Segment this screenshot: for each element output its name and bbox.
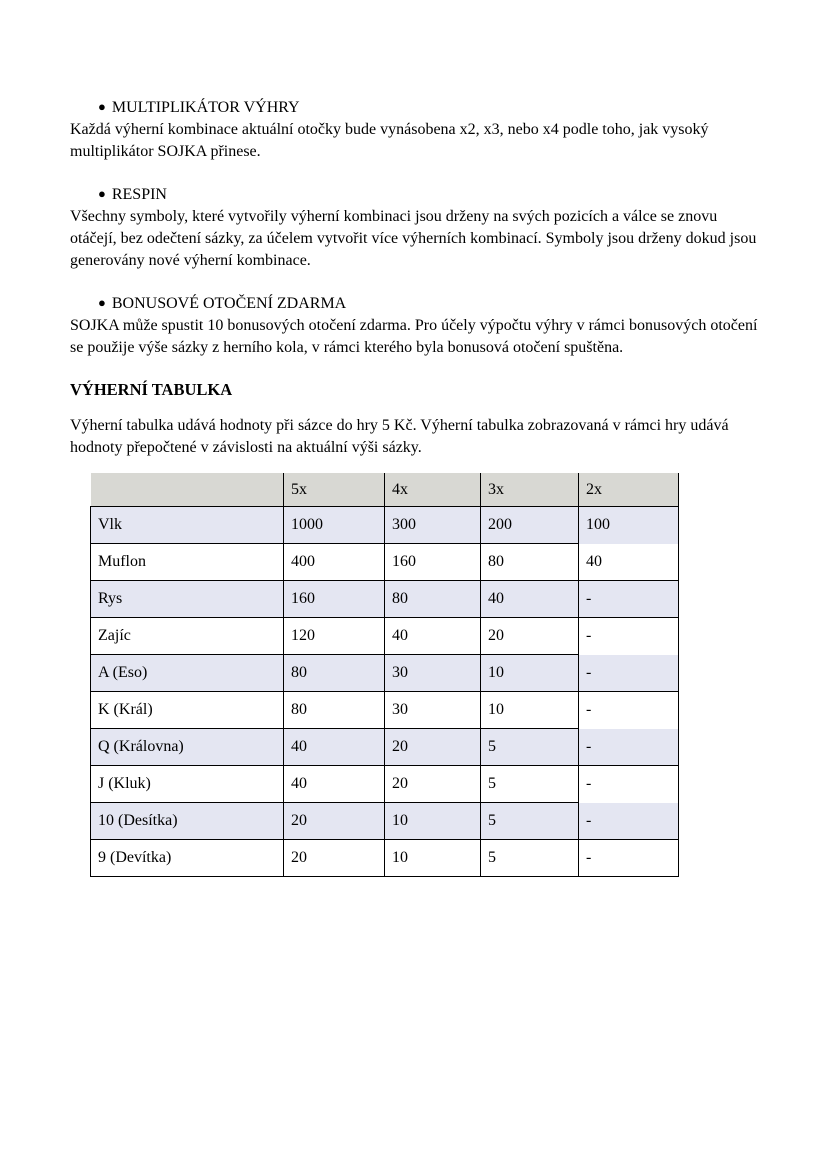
header-cell-3x: 3x: [481, 473, 579, 507]
value-cell: 40: [385, 618, 481, 655]
table-row: [91, 692, 679, 729]
table-row: [91, 803, 679, 840]
value-cell: 400: [284, 544, 385, 581]
section-body: SOJKA může spustit 10 bonusových otočení zdarma. Pro účely výpočtu výhry v rámci bonusových otočení se použije výše sázky z herního kola, v rámci kterého byla bonusová otočení spuštěna.: [70, 317, 758, 356]
value-cell: 5: [481, 766, 579, 803]
value-cell: -: [579, 803, 679, 840]
bullet-icon: ●: [98, 186, 106, 201]
value-cell: 10: [481, 655, 579, 692]
bullet-heading: [70, 292, 760, 315]
value-cell: -: [579, 766, 679, 803]
value-cell: -: [579, 655, 679, 692]
value-cell: 120: [284, 618, 385, 655]
value-cell: 80: [481, 544, 579, 581]
value-cell: 1000: [284, 507, 385, 544]
bullet-heading: [70, 96, 760, 119]
value-cell: -: [579, 581, 679, 618]
paytable-head: [91, 473, 679, 507]
section-body: Každá výherní kombinace aktuální otočky bude vynásobena x2, x3, nebo x4 podle toho, jak vysoký multiplikátor SOJKA přinese.: [70, 121, 709, 160]
value-cell: -: [579, 840, 679, 877]
value-cell: 10: [385, 840, 481, 877]
value-cell: 160: [284, 581, 385, 618]
value-cell: 100: [579, 507, 679, 544]
symbol-cell: Q (Královna): [91, 729, 284, 766]
table-row: [91, 655, 679, 692]
bullet-heading: [70, 183, 760, 206]
symbol-cell: Muflon: [91, 544, 284, 581]
value-cell: -: [579, 692, 679, 729]
bullet-heading-label: MULTIPLIKÁTOR VÝHRY: [111, 99, 300, 116]
symbol-cell: A (Eso): [91, 655, 284, 692]
header-cell-symbol: [91, 473, 284, 507]
symbol-cell: Zajíc: [91, 618, 284, 655]
value-cell: 80: [284, 692, 385, 729]
table-row: [91, 840, 679, 877]
value-cell: 10: [481, 692, 579, 729]
value-cell: 160: [385, 544, 481, 581]
table-row: [91, 729, 679, 766]
value-cell: 5: [481, 803, 579, 840]
symbol-cell: 9 (Devítka): [91, 840, 284, 877]
table-row: [91, 766, 679, 803]
paytable-header-row: [91, 473, 679, 507]
value-cell: 20: [284, 840, 385, 877]
value-cell: 40: [481, 581, 579, 618]
value-cell: 80: [385, 581, 481, 618]
table-row: [91, 581, 679, 618]
symbol-cell: K (Král): [91, 692, 284, 729]
header-cell-5x: 5x: [284, 473, 385, 507]
bullet-heading-label: BONUSOVÉ OTOČENÍ ZDARMA: [111, 295, 347, 312]
section-free-spins: [70, 292, 760, 359]
value-cell: 30: [385, 692, 481, 729]
value-cell: 20: [284, 803, 385, 840]
paytable-body: [91, 507, 679, 877]
value-cell: 5: [481, 840, 579, 877]
value-cell: -: [579, 729, 679, 766]
value-cell: 20: [385, 729, 481, 766]
value-cell: 40: [284, 729, 385, 766]
section-body: Všechny symboly, které vytvořily výherní kombinaci jsou drženy na svých pozicích a válce se znovu otáčejí, bez odečtení sázky, za účelem vytvořit více výherních kombinací. Symboly jsou drženy dokud jsou generovány nové výherní kombinace.: [70, 208, 757, 269]
symbol-cell: J (Kluk): [91, 766, 284, 803]
symbol-cell: 10 (Desítka): [91, 803, 284, 840]
symbol-cell: Vlk: [91, 507, 284, 544]
header-cell-4x: 4x: [385, 473, 481, 507]
bullet-icon: ●: [98, 99, 106, 114]
table-row: [91, 618, 679, 655]
value-cell: 5: [481, 729, 579, 766]
value-cell: 10: [385, 803, 481, 840]
table-row: [91, 544, 679, 581]
value-cell: 20: [481, 618, 579, 655]
value-cell: 40: [579, 544, 679, 581]
value-cell: 40: [284, 766, 385, 803]
bullet-heading-label: RESPIN: [111, 186, 167, 203]
value-cell: 30: [385, 655, 481, 692]
value-cell: 200: [481, 507, 579, 544]
symbol-cell: Rys: [91, 581, 284, 618]
bullet-icon: ●: [98, 295, 106, 310]
value-cell: 300: [385, 507, 481, 544]
table-row: [91, 507, 679, 544]
paytable: [90, 473, 679, 877]
value-cell: 20: [385, 766, 481, 803]
value-cell: 80: [284, 655, 385, 692]
paytable-intro: Výherní tabulka udává hodnoty při sázce do hry 5 Kč. Výherní tabulka zobrazovaná v rámci hry udává hodnoty přepočtené v závislosti na aktuální výši sázky.: [70, 417, 729, 456]
value-cell: -: [579, 618, 679, 655]
section-multiplier: [70, 96, 760, 163]
header-cell-2x: 2x: [579, 473, 679, 507]
paytable-heading: VÝHERNÍ TABULKA: [70, 380, 233, 399]
section-respin: [70, 183, 760, 272]
